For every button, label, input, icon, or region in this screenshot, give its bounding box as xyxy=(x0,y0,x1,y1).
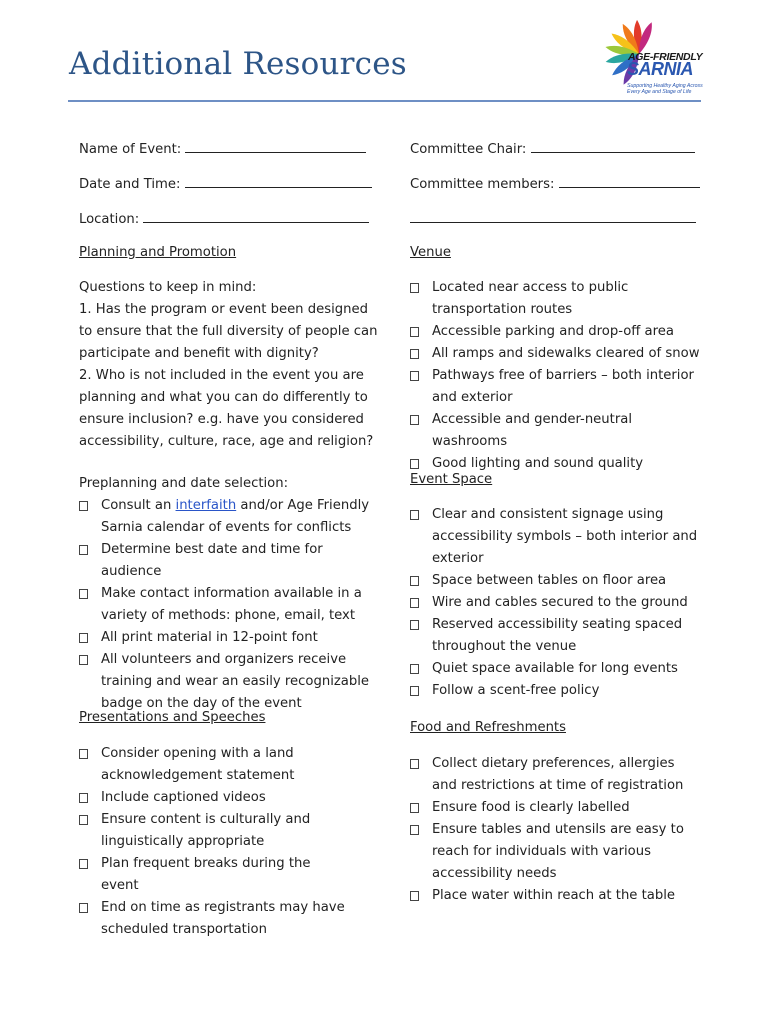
checkbox[interactable] xyxy=(410,664,419,674)
list-item: Accessible parking and drop-off area xyxy=(410,321,706,343)
checkbox[interactable] xyxy=(410,803,419,813)
date-time-label: Date and Time: xyxy=(79,177,181,192)
checkbox[interactable] xyxy=(410,510,419,520)
checkbox[interactable] xyxy=(410,327,419,337)
checkbox[interactable] xyxy=(79,655,88,665)
list-item: Reserved accessibility seating spaced throughout the venue xyxy=(410,614,700,658)
checkbox[interactable] xyxy=(79,859,88,869)
list-item: Plan frequent breaks during the event xyxy=(79,853,351,897)
list-item: Accessible and gender-neutral washrooms xyxy=(410,409,706,453)
list-item: All volunteers and organizers receive training and wear an easily recognizable badge on the day of the event xyxy=(79,649,375,715)
checkbox[interactable] xyxy=(410,576,419,586)
logo-text-age-friendly: AGE-FRIENDLY xyxy=(628,51,703,63)
committee-chair-input[interactable] xyxy=(531,140,695,153)
list-item: Ensure tables and utensils are easy to reach for individuals with various accessibility needs xyxy=(410,819,700,885)
logo-text-sarnia: SARNIA xyxy=(627,59,694,79)
list-item: Quiet space available for long events xyxy=(410,658,700,680)
list-item: Make contact information available in a variety of methods: phone, email, text xyxy=(79,583,375,627)
list-item: All print material in 12-point font xyxy=(79,627,375,649)
date-time-input[interactable] xyxy=(185,175,372,188)
list-item: Collect dietary preferences, allergies and restrictions at time of registration xyxy=(410,753,700,797)
food-heading: Food and Refreshments xyxy=(410,720,566,735)
list-item: Determine best date and time for audience xyxy=(79,539,375,583)
questions-block xyxy=(79,277,379,453)
question-2: 2. Who is not included in the event you are planning and what you can do differently to ensure inclusion? e.g. have you considered accessibility, culture, race, age and religion? xyxy=(79,368,374,449)
venue-heading: Venue xyxy=(410,245,451,260)
presentations-list xyxy=(79,743,351,941)
checkbox[interactable] xyxy=(79,501,88,511)
list-item: All ramps and sidewalks cleared of snow xyxy=(410,343,706,365)
questions-intro: Questions to keep in mind: xyxy=(79,280,257,295)
planning-heading: Planning and Promotion xyxy=(79,245,237,260)
list-item: Consult an interfaith and/or Age Friendly Sarnia calendar of events for conflicts xyxy=(79,495,375,539)
checkbox[interactable] xyxy=(410,598,419,608)
checkbox[interactable] xyxy=(79,793,88,803)
list-item: Ensure food is clearly labelled xyxy=(410,797,700,819)
date-time-field xyxy=(79,175,372,192)
checkbox[interactable] xyxy=(410,371,419,381)
list-item: Ensure content is culturally and linguistically appropriate xyxy=(79,809,351,853)
list-item: Place water within reach at the table xyxy=(410,885,700,907)
location-input[interactable] xyxy=(143,210,369,223)
list-item: Wire and cables secured to the ground xyxy=(410,592,700,614)
list-item: Pathways free of barriers – both interior and exterior xyxy=(410,365,706,409)
checkbox[interactable] xyxy=(410,825,419,835)
venue-list xyxy=(410,277,706,475)
interfaith-link[interactable]: interfaith xyxy=(175,498,237,513)
event-name-field xyxy=(79,140,366,157)
checkbox[interactable] xyxy=(79,903,88,913)
checkbox[interactable] xyxy=(410,415,419,425)
list-item: Good lighting and sound quality xyxy=(410,453,706,475)
logo-tagline: Supporting Healthy Aging Across Every Age and Stage of Life xyxy=(627,83,703,95)
committee-chair-label: Committee Chair: xyxy=(410,142,527,157)
event-space-list xyxy=(410,504,700,702)
event-name-input[interactable] xyxy=(185,140,366,153)
location-field xyxy=(79,210,369,227)
question-1: 1. Has the program or event been designed to ensure that the full diversity of people can participate and benefit with dignity? xyxy=(79,302,378,361)
checkbox[interactable] xyxy=(79,633,88,643)
preplanning-heading: Preplanning and date selection: xyxy=(79,476,289,491)
checkbox[interactable] xyxy=(79,589,88,599)
checkbox[interactable] xyxy=(79,545,88,555)
committee-chair-field xyxy=(410,140,695,157)
list-item: Include captioned videos xyxy=(79,787,351,809)
list-item: Space between tables on floor area xyxy=(410,570,700,592)
location-label: Location: xyxy=(79,212,140,227)
checkbox[interactable] xyxy=(410,759,419,769)
checkbox[interactable] xyxy=(79,815,88,825)
page-title: Additional Resources xyxy=(69,46,407,82)
list-item: Consider opening with a land acknowledgement statement xyxy=(79,743,351,787)
checkbox[interactable] xyxy=(79,749,88,759)
checkbox[interactable] xyxy=(410,620,419,630)
event-space-heading: Event Space xyxy=(410,472,493,487)
checkbox[interactable] xyxy=(410,283,419,293)
list-item: End on time as registrants may have scheduled transportation xyxy=(79,897,351,941)
committee-members-input[interactable] xyxy=(559,175,700,188)
list-item: Follow a scent-free policy xyxy=(410,680,700,702)
food-list xyxy=(410,753,700,907)
title-divider xyxy=(68,100,701,102)
checkbox[interactable] xyxy=(410,686,419,696)
committee-members-extra-input[interactable] xyxy=(410,210,696,223)
committee-members-label: Committee members: xyxy=(410,177,555,192)
committee-members-extra-field xyxy=(410,210,696,227)
list-item: Located near access to public transportation routes xyxy=(410,277,706,321)
committee-members-field xyxy=(410,175,700,192)
event-name-label: Name of Event: xyxy=(79,142,182,157)
checkbox[interactable] xyxy=(410,459,419,469)
checkbox[interactable] xyxy=(410,891,419,901)
checkbox[interactable] xyxy=(410,349,419,359)
list-item: Clear and consistent signage using accessibility symbols – both interior and exterior xyxy=(410,504,700,570)
presentations-heading: Presentations and Speeches xyxy=(79,710,266,725)
preplanning-list xyxy=(79,495,375,715)
